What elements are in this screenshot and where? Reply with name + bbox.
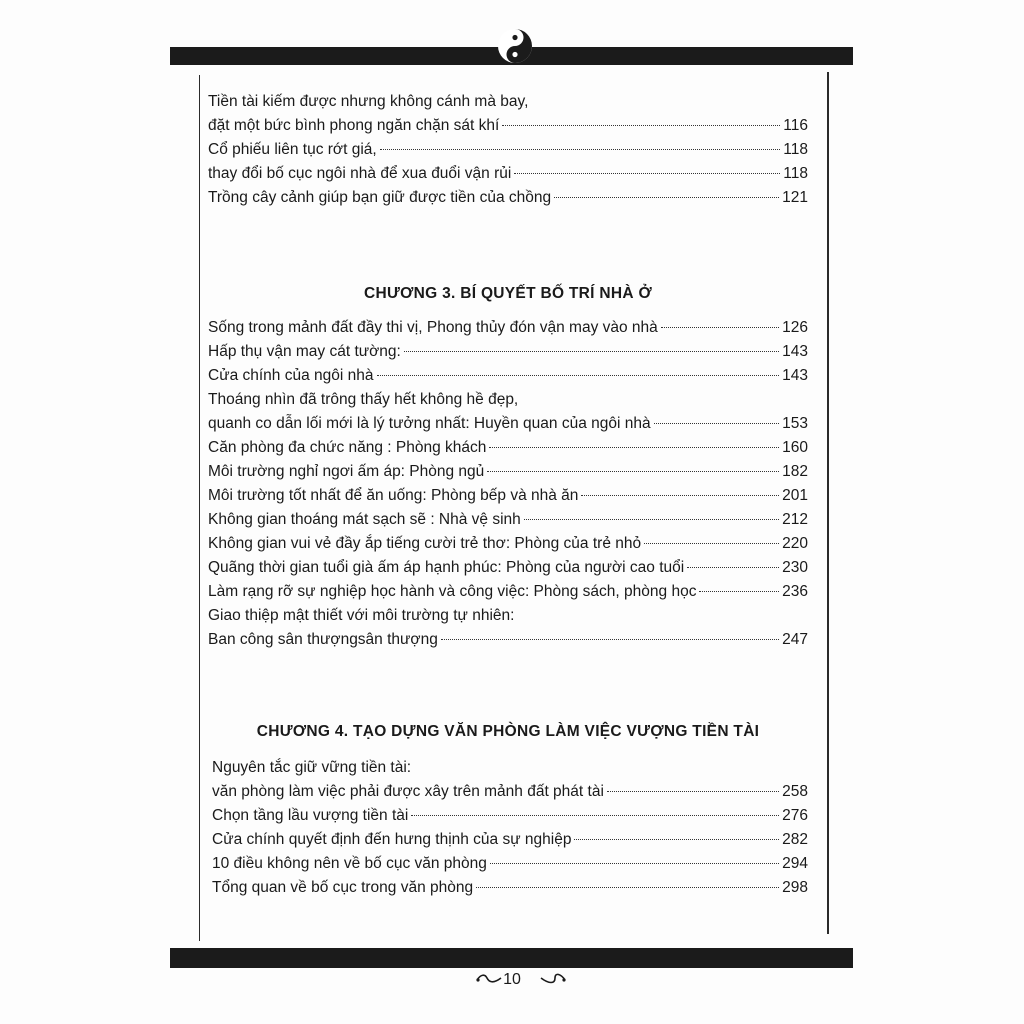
toc-entry-page: 247 (782, 631, 808, 648)
toc-entry-page: 118 (783, 141, 808, 158)
toc-entry-title: Môi trường tốt nhất để ăn uống: Phòng bếp và nhà ăn (208, 487, 579, 504)
toc-entry-title: Thoáng nhìn đã trông thấy hết không hề đẹp, (208, 391, 519, 408)
leader-dots (490, 863, 779, 864)
leader-dots (661, 327, 779, 328)
spacer (208, 744, 808, 756)
swirl-ornament-icon (539, 972, 567, 986)
toc-entry-page: 294 (782, 855, 808, 872)
leader-dots (607, 791, 779, 792)
toc-entry[interactable] (208, 162, 808, 186)
toc-entry-title: quanh co dẫn lối mới là lý tưởng nhất: Huyền quan của ngôi nhà (208, 415, 651, 432)
leader-dots (574, 839, 779, 840)
toc-entry[interactable] (208, 508, 808, 532)
toc-entry-title: thay đổi bố cục ngôi nhà để xua đuổi vận rủi (208, 165, 512, 182)
toc-entry-page: 230 (782, 559, 808, 576)
toc-entry[interactable] (208, 556, 808, 580)
yin-yang-icon (497, 28, 533, 64)
toc-section-continued (208, 90, 808, 210)
table-of-contents (208, 90, 808, 900)
toc-entry[interactable] (208, 186, 808, 210)
toc-entry-page: 298 (782, 879, 808, 896)
spacer (208, 210, 808, 282)
toc-entry-title: Cửa chính quyết định đến hưng thịnh của sự nghiệp (212, 831, 572, 848)
toc-entry-title: văn phòng làm việc phải được xây trên mảnh đất phát tài (212, 783, 604, 800)
leader-dots (687, 567, 779, 568)
leader-dots (699, 591, 779, 592)
leader-dots (411, 815, 779, 816)
toc-entry-page: 282 (782, 831, 808, 848)
toc-entry-title: Không gian vui vẻ đầy ắp tiếng cười trẻ thơ: Phòng của trẻ nhỏ (208, 535, 642, 552)
toc-entry[interactable] (208, 316, 808, 340)
leader-dots (476, 887, 779, 888)
spacer (208, 306, 808, 316)
toc-entry[interactable] (212, 876, 808, 900)
toc-entry[interactable] (208, 114, 808, 138)
toc-entry[interactable] (208, 340, 808, 364)
toc-entry-title: Tổng quan về bố cục trong văn phòng (212, 879, 474, 896)
toc-entry-title: Cửa chính của ngôi nhà (208, 367, 374, 384)
toc-entry[interactable] (208, 436, 808, 460)
toc-entry-page: 116 (783, 117, 808, 134)
toc-entry[interactable] (212, 804, 808, 828)
toc-entry-title: Cổ phiếu liên tục rớt giá, (208, 141, 377, 158)
leader-dots (404, 351, 779, 352)
toc-entry[interactable] (212, 756, 808, 780)
toc-entry-title: Làm rạng rỡ sự nghiệp học hành và công việc: Phòng sách, phòng học (208, 583, 697, 600)
toc-entry-title: Ban công sân thượngsân thượng (208, 631, 438, 648)
frame-right-rule (827, 72, 829, 934)
toc-entry[interactable] (208, 460, 808, 484)
toc-entry[interactable] (208, 580, 808, 604)
leader-dots (514, 173, 780, 174)
toc-chapter-4 (208, 756, 808, 900)
toc-entry-title: Trồng cây cảnh giúp bạn giữ được tiền của chồng (208, 189, 552, 206)
toc-entry[interactable] (208, 90, 808, 114)
toc-entry-page: 258 (782, 783, 808, 800)
toc-entry-page: 236 (782, 583, 808, 600)
leader-dots (380, 149, 781, 150)
toc-entry-page: 212 (782, 511, 808, 528)
toc-entry-title: Môi trường nghỉ ngơi ấm áp: Phòng ngủ (208, 463, 485, 480)
leader-dots (654, 423, 780, 424)
toc-entry[interactable] (212, 852, 808, 876)
leader-dots (489, 447, 779, 448)
toc-entry-page: 220 (782, 535, 808, 552)
toc-entry[interactable] (208, 412, 808, 436)
toc-entry-title: Sống trong mảnh đất đầy thi vị, Phong thủy đón vận may vào nhà (208, 319, 658, 336)
spacer (208, 652, 808, 720)
toc-entry-page: 121 (782, 189, 808, 206)
toc-entry-page: 182 (782, 463, 808, 480)
toc-entry[interactable] (208, 532, 808, 556)
toc-entry-page: 143 (782, 343, 808, 360)
toc-entry-page: 126 (782, 319, 808, 336)
toc-entry[interactable] (208, 388, 808, 412)
toc-entry-page: 153 (782, 415, 808, 432)
toc-entry[interactable] (208, 628, 808, 652)
leader-dots (377, 375, 780, 376)
toc-chapter-3 (208, 316, 808, 652)
toc-entry-title: Nguyên tắc giữ vững tiền tài: (212, 759, 412, 776)
chapter-heading: CHƯƠNG 3. BÍ QUYẾT BỐ TRÍ NHÀ Ở (363, 285, 652, 302)
leader-dots (581, 495, 779, 496)
toc-entry[interactable] (208, 364, 808, 388)
toc-entry-title: Tiền tài kiếm được nhưng không cánh mà bay, (208, 93, 529, 110)
toc-entry-page: 276 (782, 807, 808, 824)
page-number: 10 (503, 971, 521, 988)
toc-entry-page: 143 (782, 367, 808, 384)
toc-entry[interactable] (208, 604, 808, 628)
toc-entry-title: Hấp thụ vận may cát tường: (208, 343, 401, 360)
frame-left-rule (199, 75, 200, 941)
toc-entry-title: Căn phòng đa chức năng : Phòng khách (208, 439, 487, 456)
toc-entry-title: 10 điều không nên về bố cục văn phòng (212, 855, 487, 872)
toc-entry-title: Không gian thoáng mát sạch sẽ : Nhà vệ sinh (208, 511, 521, 528)
toc-entry-title: Giao thiệp mật thiết với môi trường tự nhiên: (208, 607, 515, 624)
leader-dots (644, 543, 779, 544)
toc-entry-title: Chọn tầng lầu vượng tiền tài (212, 807, 409, 824)
toc-entry-page: 160 (782, 439, 808, 456)
toc-entry[interactable] (212, 780, 808, 804)
footer-bar (170, 948, 853, 968)
leader-dots (554, 197, 779, 198)
toc-entry-title: đặt một bức bình phong ngăn chặn sát khí (208, 117, 500, 134)
toc-entry-title: Quãng thời gian tuổi già ấm áp hạnh phúc: Phòng của người cao tuổi (208, 559, 685, 576)
toc-entry[interactable] (208, 138, 808, 162)
leader-dots (441, 639, 779, 640)
leader-dots (502, 125, 780, 126)
leader-dots (524, 519, 779, 520)
toc-entry-page: 201 (782, 487, 808, 504)
leader-dots (487, 471, 779, 472)
chapter-heading: CHƯƠNG 4. TẠO DỰNG VĂN PHÒNG LÀM VIỆC VƯỢNG TIỀN TÀI (256, 723, 760, 740)
toc-entry[interactable] (212, 828, 808, 852)
toc-entry[interactable] (208, 484, 808, 508)
toc-entry-page: 118 (783, 165, 808, 182)
